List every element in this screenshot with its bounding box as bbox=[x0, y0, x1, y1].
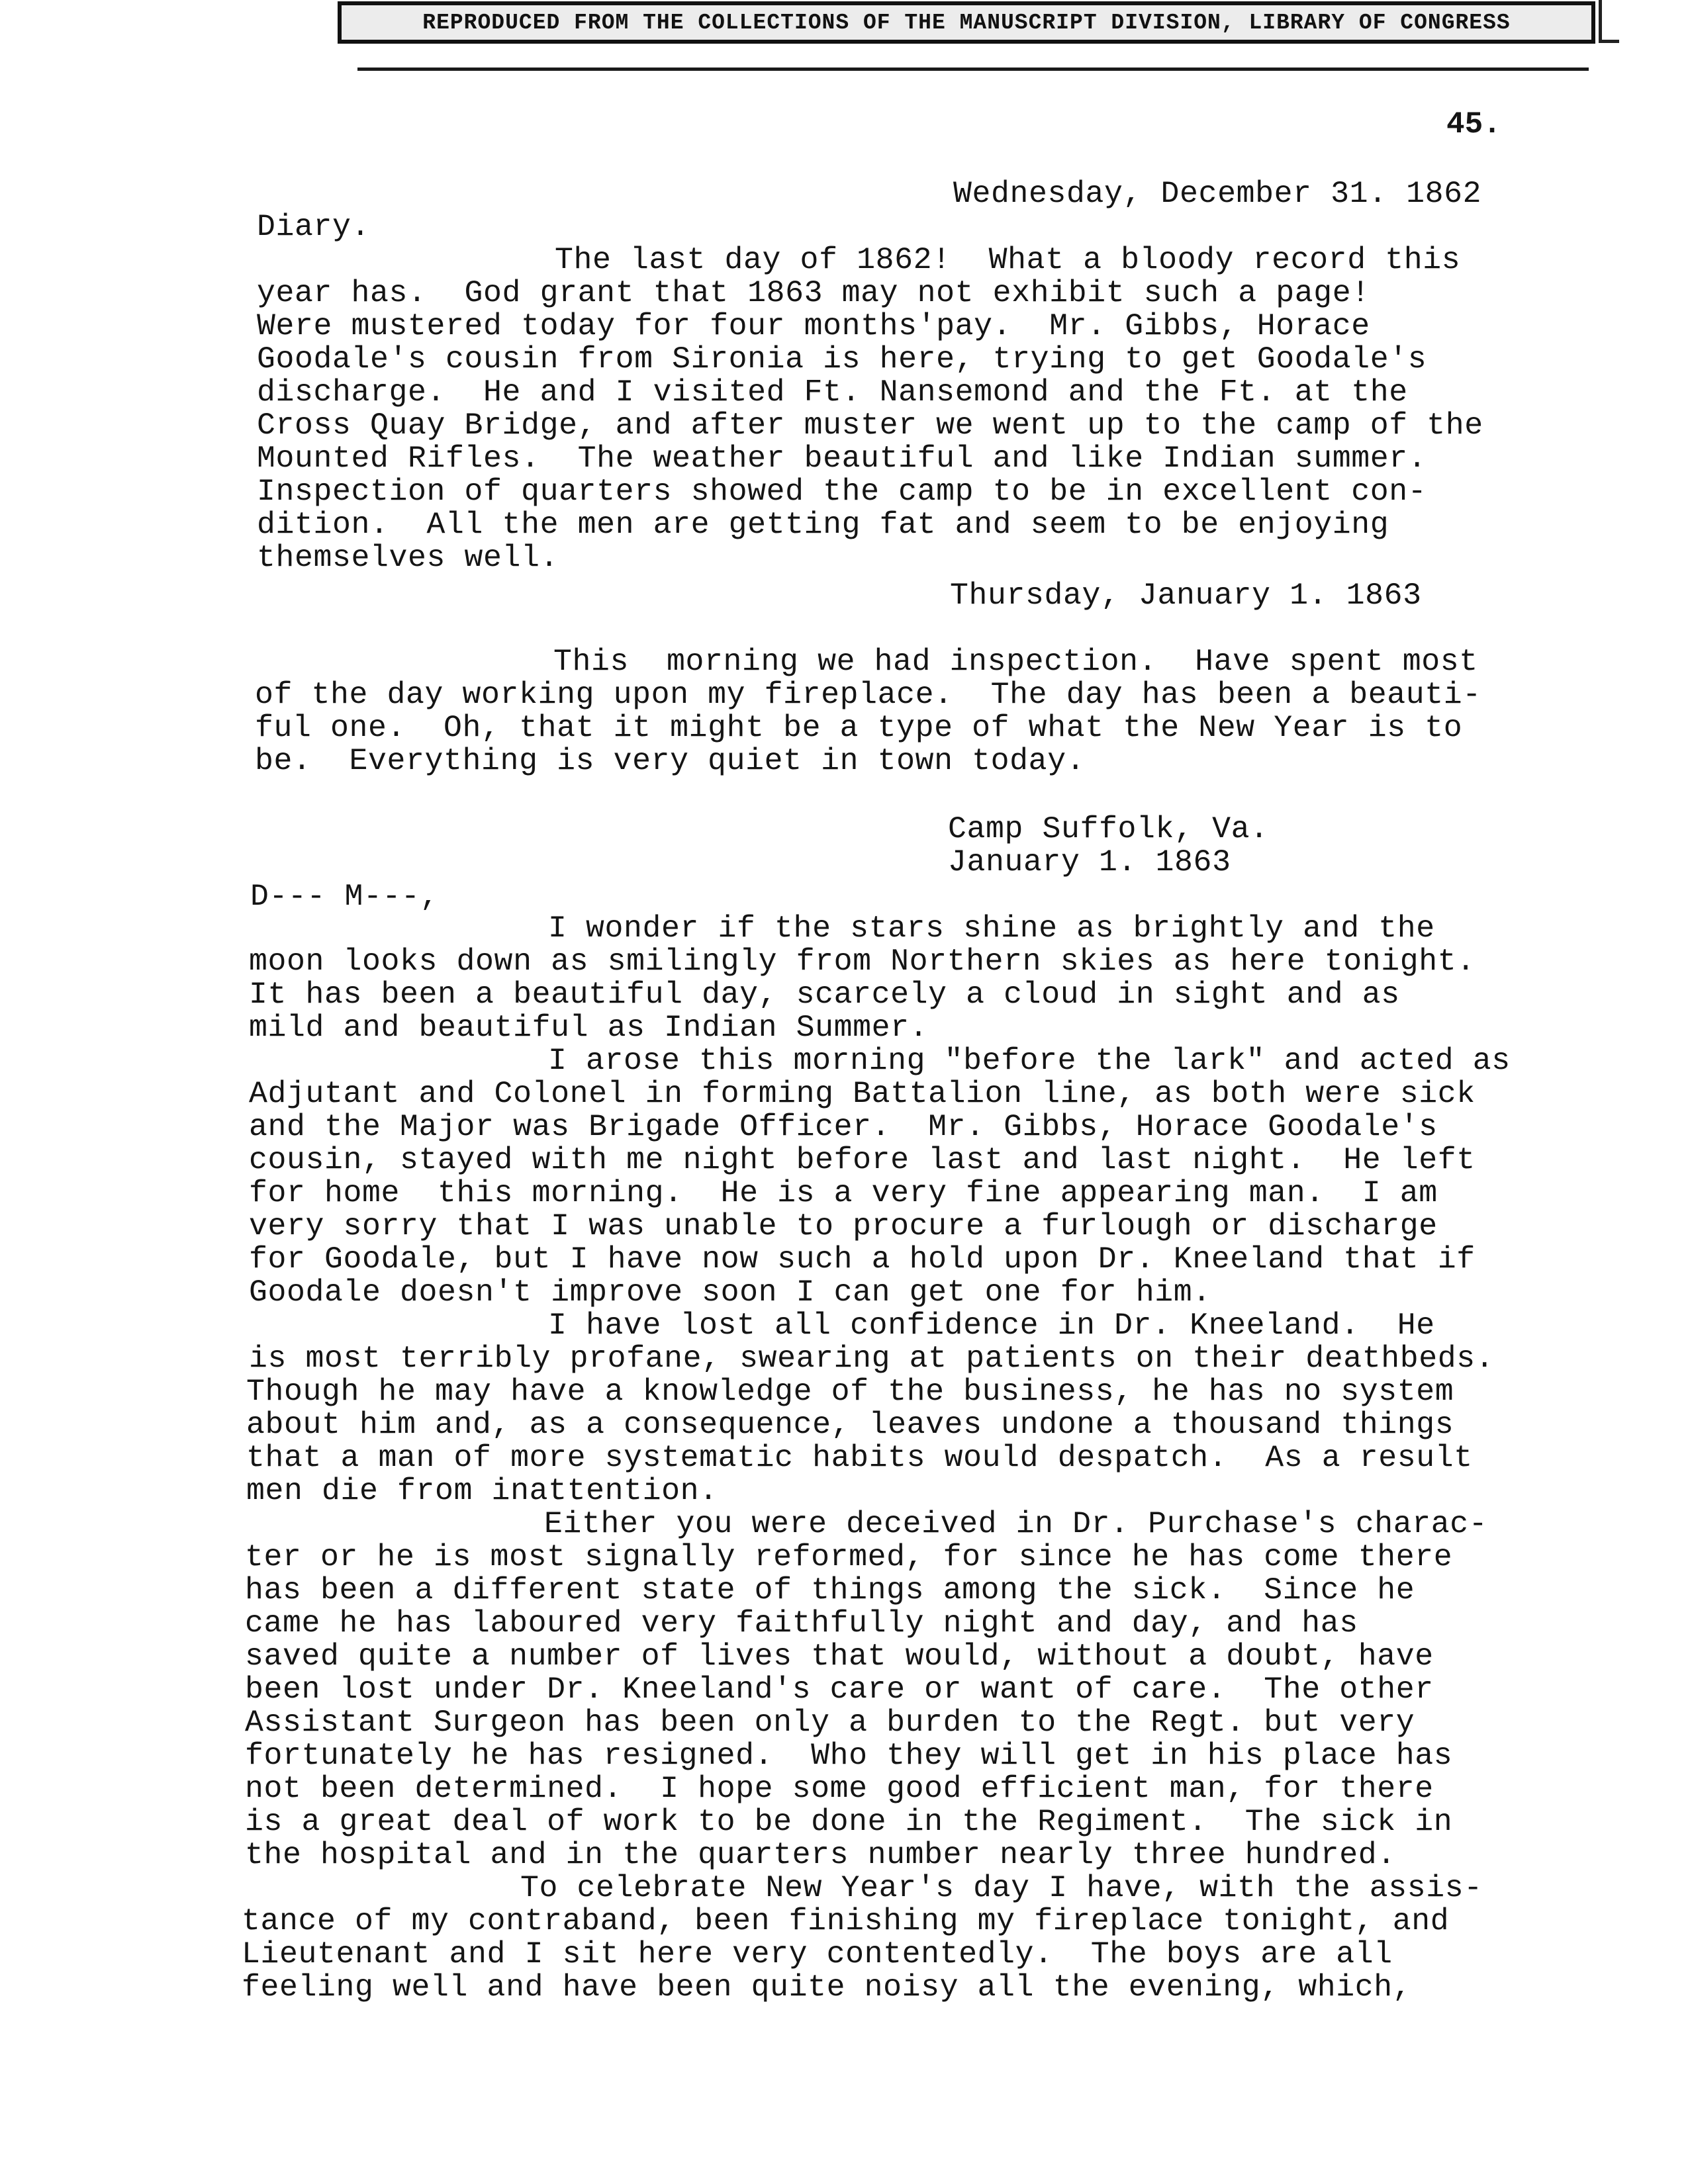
text-line: Diary. bbox=[257, 209, 371, 244]
text-line: Wednesday, December 31. 1862 bbox=[953, 176, 1482, 211]
text-line: came he has laboured very faithfully night and day, and has bbox=[245, 1606, 1358, 1641]
text-line: Lieutenant and I sit here very contentedly. The boys are all bbox=[242, 1936, 1393, 1972]
text-line: that a man of more systematic habits would despatch. As a result bbox=[246, 1440, 1473, 1475]
text-line: be. Everything is very quiet in town today. bbox=[255, 743, 1086, 778]
text-line: January 1. 1863 bbox=[948, 844, 1231, 880]
text-line: very sorry that I was unable to procure a furlough or discharge bbox=[249, 1208, 1438, 1244]
text-line: tance of my contraband, been finishing my fireplace tonight, and bbox=[242, 1903, 1450, 1938]
text-line: year has. God grant that 1863 may not exhibit such a page! bbox=[257, 275, 1370, 310]
text-line: I have lost all confidence in Dr. Kneeland. He bbox=[548, 1308, 1435, 1343]
archive-banner: REPRODUCED FROM THE COLLECTIONS OF THE MANUSCRIPT DIVISION, LIBRARY OF CONGRESS bbox=[338, 1, 1595, 44]
text-line: is a great deal of work to be done in the Regiment. The sick in bbox=[245, 1804, 1453, 1839]
text-line: This morning we had inspection. Have spent most bbox=[553, 644, 1478, 679]
text-line: of the day working upon my fireplace. The day has been a beauti- bbox=[255, 677, 1481, 712]
text-line: Cross Quay Bridge, and after muster we went up to the camp of the bbox=[257, 408, 1483, 443]
corner-bracket-mark bbox=[1599, 0, 1619, 43]
banner-underline bbox=[357, 49, 1589, 71]
text-line: been lost under Dr. Kneeland's care or want of care. The other bbox=[245, 1672, 1434, 1707]
text-line: Adjutant and Colonel in forming Battalion line, as both were sick bbox=[249, 1076, 1476, 1111]
text-line: Goodale doesn't improve soon I can get one for him. bbox=[249, 1275, 1211, 1310]
text-line: feeling well and have been quite noisy all the evening, which, bbox=[242, 1970, 1412, 2005]
text-line: ter or he is most signally reformed, for since he has come there bbox=[245, 1539, 1453, 1574]
text-line: Thursday, January 1. 1863 bbox=[950, 578, 1422, 613]
text-line: saved quite a number of lives that would, without a doubt, have bbox=[245, 1639, 1434, 1674]
text-line: and the Major was Brigade Officer. Mr. Gibbs, Horace Goodale's bbox=[249, 1109, 1438, 1144]
text-line: Were mustered today for four months'pay. Mr. Gibbs, Horace bbox=[257, 308, 1370, 343]
text-line: I wonder if the stars shine as brightly and the bbox=[548, 911, 1435, 946]
page-number: 45. bbox=[1446, 107, 1501, 142]
text-line: Mounted Rifles. The weather beautiful and like Indian summer. bbox=[257, 441, 1427, 476]
text-line: cousin, stayed with me night before last and last night. He left bbox=[249, 1142, 1476, 1177]
text-line: To celebrate New Year's day I have, with the assis- bbox=[520, 1870, 1483, 1905]
text-line: moon looks down as smilingly from Northern skies as here tonight. bbox=[249, 944, 1476, 979]
text-line: D--- M---, bbox=[250, 879, 440, 914]
text-line: is most terribly profane, swearing at patients on their deathbeds. bbox=[249, 1341, 1495, 1376]
text-line: mild and beautiful as Indian Summer. bbox=[249, 1010, 929, 1045]
text-line: fortunately he has resigned. Who they will get in his place has bbox=[245, 1738, 1453, 1773]
text-line: It has been a beautiful day, scarcely a cloud in sight and as bbox=[249, 977, 1400, 1012]
text-line: ful one. Oh, that it might be a type of what the New Year is to bbox=[255, 710, 1463, 745]
text-line: about him and, as a consequence, leaves undone a thousand things bbox=[246, 1407, 1454, 1442]
text-line: themselves well. bbox=[257, 540, 559, 575]
text-line: Camp Suffolk, Va. bbox=[948, 811, 1269, 846]
text-line: Goodale's cousin from Sironia is here, trying to get Goodale's bbox=[257, 341, 1427, 377]
text-line: dition. All the men are getting fat and seem to be enjoying bbox=[257, 507, 1389, 542]
text-line: has been a different state of things among the sick. Since he bbox=[245, 1572, 1415, 1608]
text-line: Assistant Surgeon has been only a burden to the Regt. but very bbox=[245, 1705, 1415, 1740]
text-line: not been determined. I hope some good efficient man, for there bbox=[245, 1771, 1434, 1806]
text-line: Either you were deceived in Dr. Purchase's charac- bbox=[544, 1506, 1488, 1541]
text-line: The last day of 1862! What a bloody record this bbox=[555, 242, 1461, 277]
text-line: men die from inattention. bbox=[246, 1473, 718, 1508]
text-line: Though he may have a knowledge of the business, he has no system bbox=[246, 1374, 1454, 1409]
text-line: for home this morning. He is a very fine appearing man. I am bbox=[249, 1175, 1438, 1210]
text-line: for Goodale, but I have now such a hold upon Dr. Kneeland that if bbox=[249, 1242, 1476, 1277]
text-line: discharge. He and I visited Ft. Nansemond and the Ft. at the bbox=[257, 375, 1408, 410]
text-line: I arose this morning "before the lark" and acted as bbox=[548, 1043, 1511, 1078]
text-line: the hospital and in the quarters number nearly three hundred. bbox=[245, 1837, 1396, 1872]
text-line: Inspection of quarters showed the camp to be in excellent con- bbox=[257, 474, 1427, 509]
